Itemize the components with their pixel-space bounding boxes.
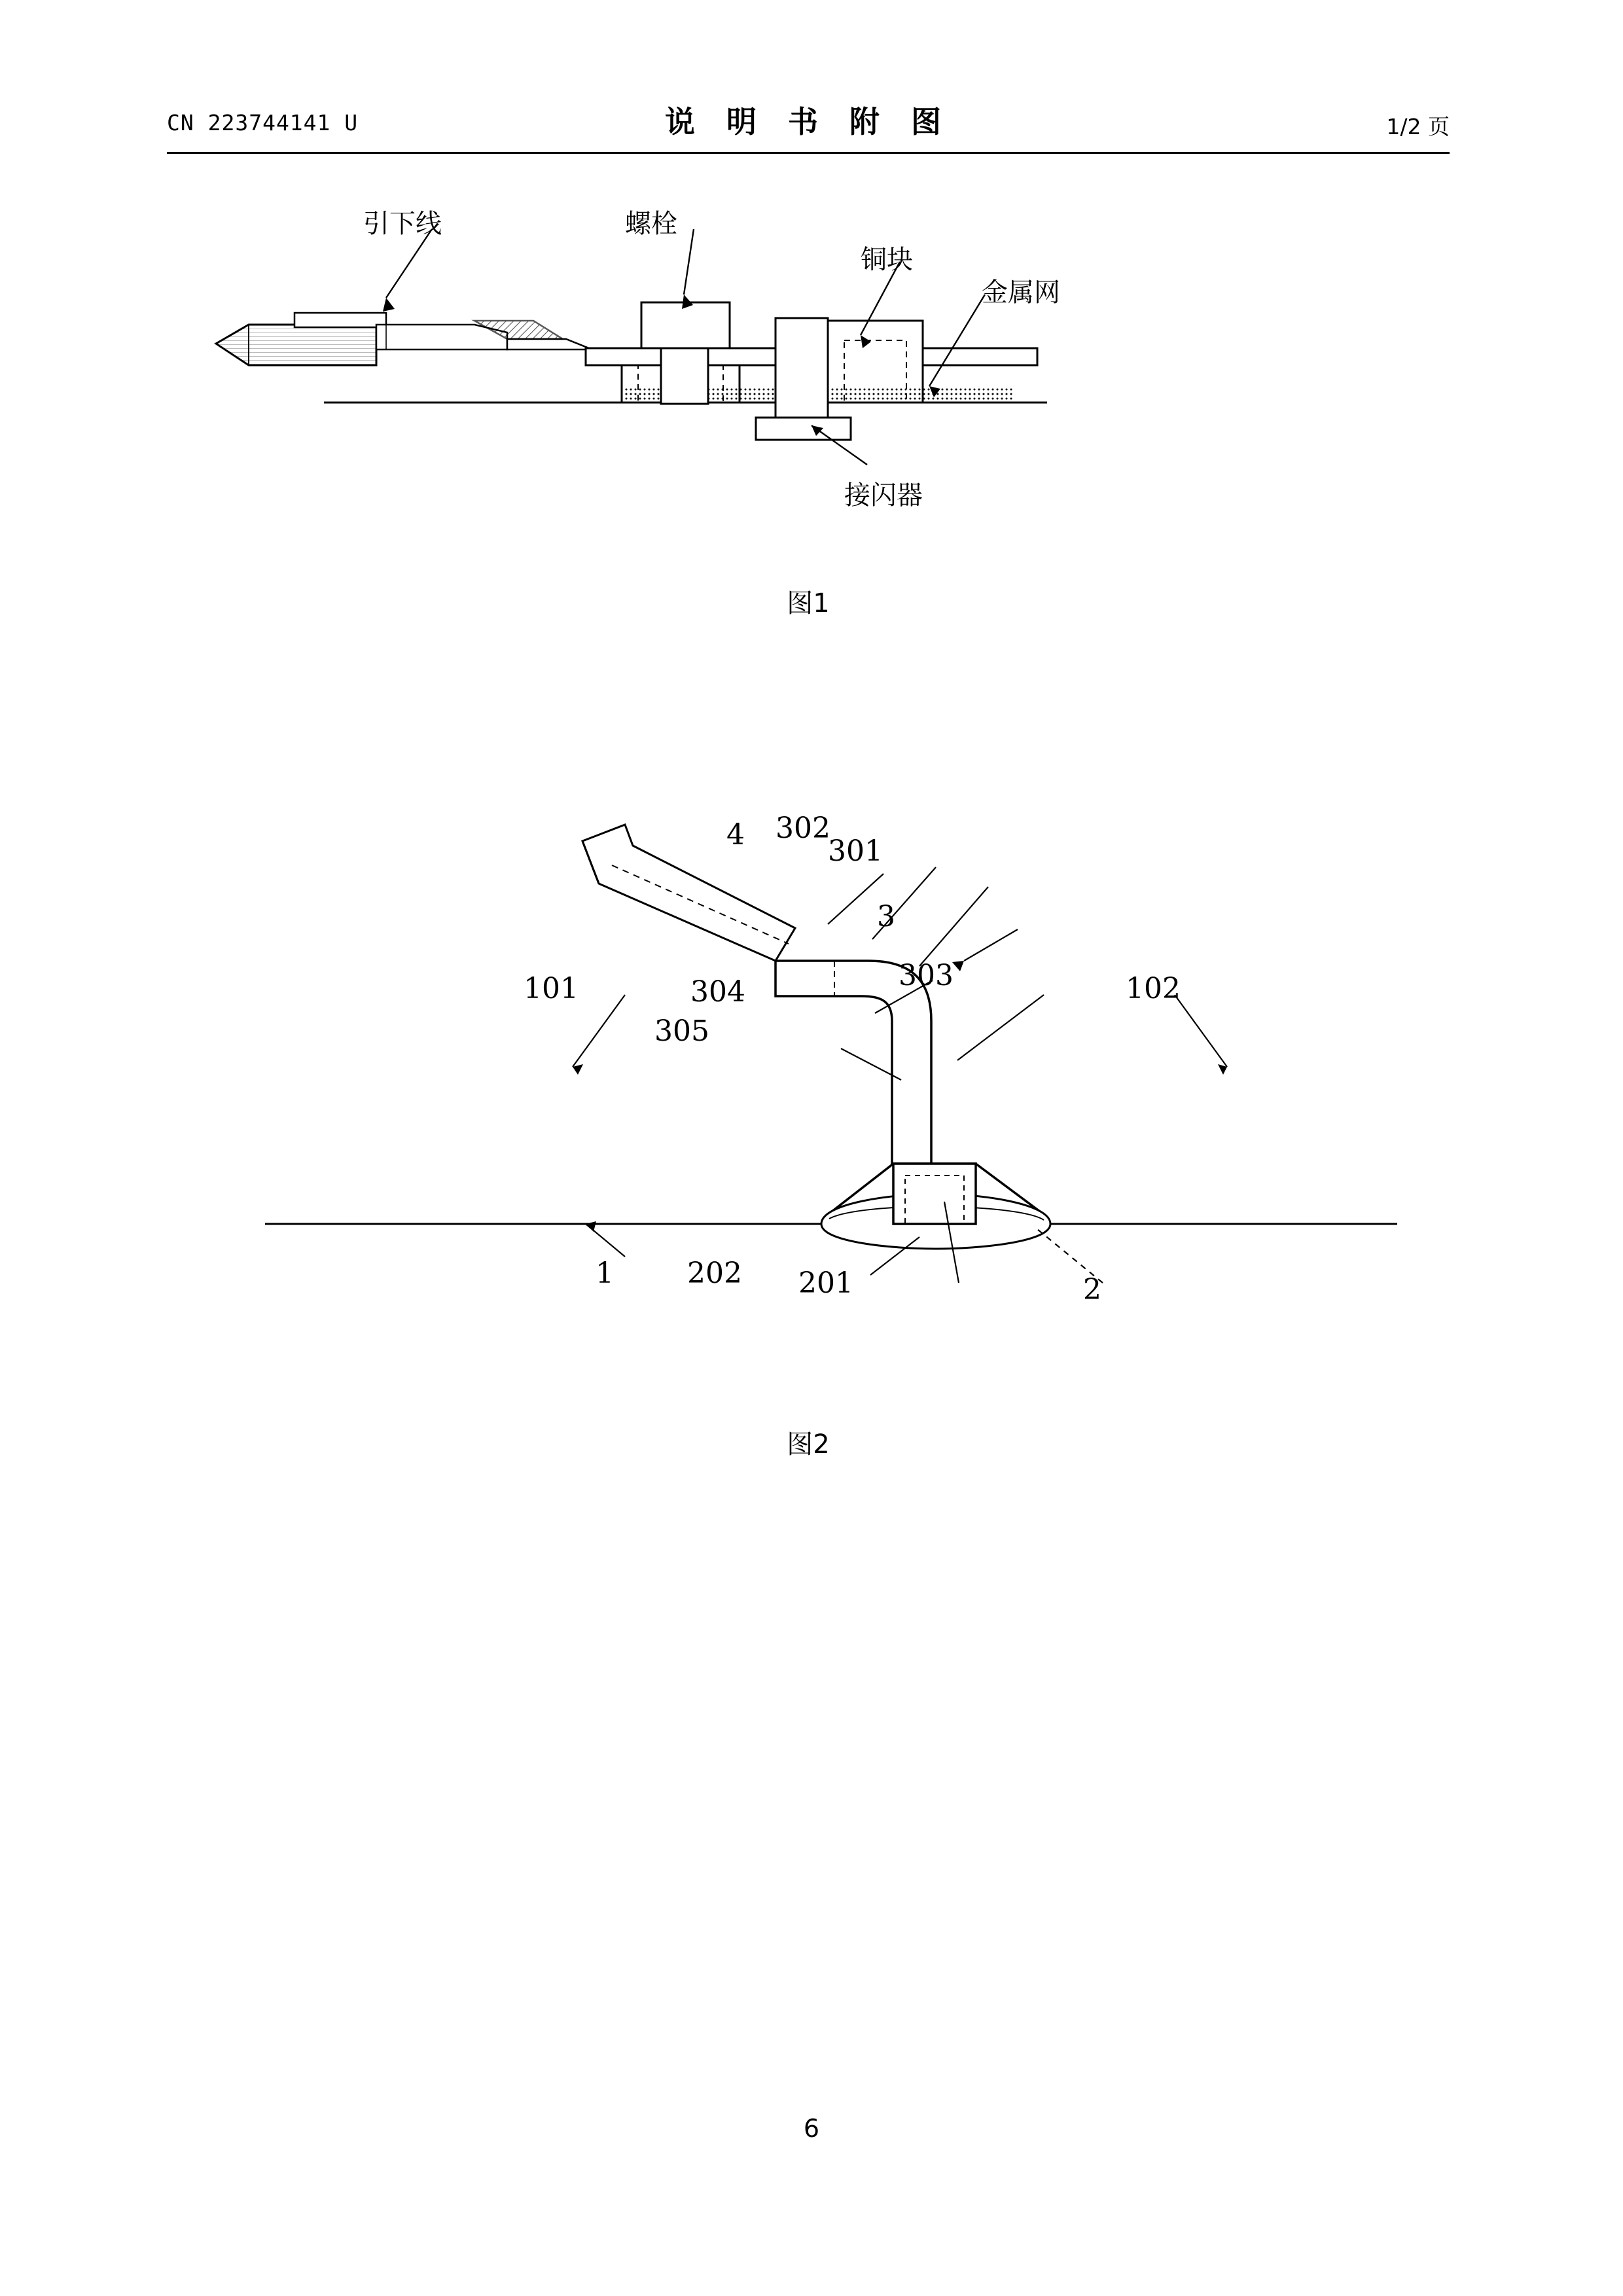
page-header: [167, 98, 1450, 157]
figure-2-label-201: 201: [798, 1266, 853, 1300]
figure-2: [167, 805, 1450, 1577]
figure-2-label-304: 304: [690, 975, 745, 1009]
figure-2-label-101: 101: [524, 972, 579, 1005]
page-title: 说 明 书 附 图: [664, 104, 952, 139]
figure-2-label-202: 202: [687, 1257, 742, 1290]
figure-2-label-3: 3: [877, 900, 895, 933]
figure-2-label-302: 302: [776, 812, 830, 845]
figure-1-label-air-terminal: 接闪器: [844, 480, 923, 511]
figure-2-label-102: 102: [1126, 972, 1181, 1005]
figure-2-label-2: 2: [1083, 1273, 1101, 1306]
figure-2-label-305: 305: [654, 1014, 709, 1048]
figure-1-caption: 图1: [787, 588, 830, 619]
figure-2-cable-shape: [582, 825, 795, 961]
figure-2-base-shape: [821, 1164, 1050, 1249]
page-number: 6: [803, 2114, 820, 2143]
figure-2-label-4: 4: [726, 818, 745, 852]
figure-1-label-down-conductor: 引下线: [363, 209, 442, 239]
figure-1-drawing: [167, 164, 1450, 622]
down-conductor-shape: [216, 313, 592, 365]
page-indicator: 1/2 页: [1386, 114, 1450, 139]
figure-1: [167, 164, 1450, 687]
figure-1-label-copper-block: 铜块: [861, 245, 913, 275]
header-divider: [167, 152, 1450, 154]
publication-number: CN 223744141 U: [167, 110, 359, 135]
figure-2-drawing: [167, 805, 1450, 1499]
figure-1-label-metal-net: 金属网: [982, 278, 1060, 308]
figure-1-label-bolt: 螺栓: [625, 209, 677, 239]
figure-2-label-1: 1: [596, 1257, 614, 1290]
figure-2-label-301: 301: [828, 834, 883, 868]
figure-2-label-303: 303: [899, 959, 954, 992]
figure-2-caption: 图2: [787, 1429, 830, 1460]
